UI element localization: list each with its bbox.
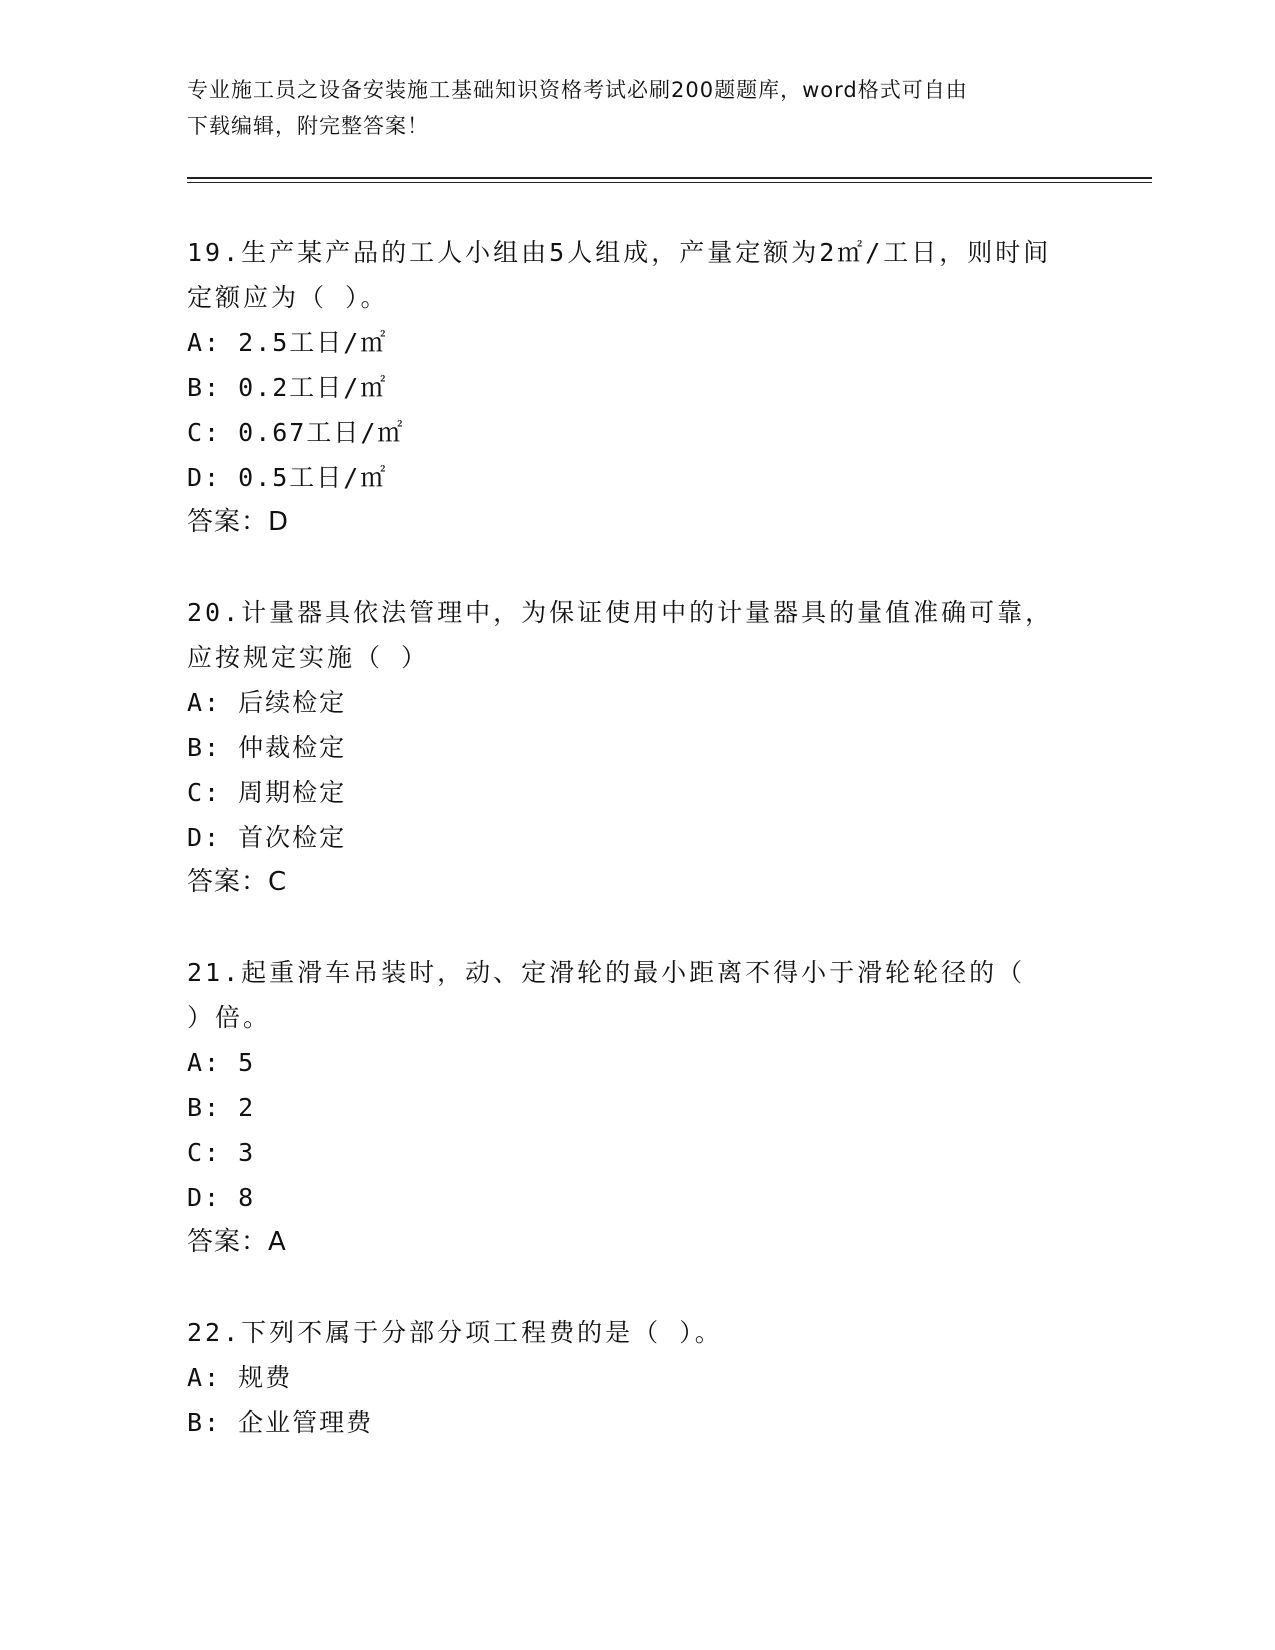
option-a: A: 规费 [187, 1363, 293, 1392]
option-a: A: 后续检定 [187, 688, 347, 717]
question-21 [187, 950, 1087, 1265]
option-a: A: 5 [187, 1048, 256, 1077]
question-text-line-2: 定额应为（ ）。 [187, 283, 389, 312]
header-rule-thick [187, 177, 1152, 179]
question-text-line-1: 22.下列不属于分部分项工程费的是（ ）。 [187, 1318, 723, 1347]
question-text-line-1: 19.生产某产品的工人小组由5人组成，产量定额为2㎡/工日，则时间 [187, 238, 1052, 267]
answer: 答案：A [187, 1227, 287, 1257]
question-22 [187, 1310, 1087, 1445]
question-text-line-2: ）倍。 [187, 1003, 272, 1032]
question-text-line-2: 应按规定实施（ ） [187, 643, 430, 672]
option-d: D: 0.5工日/㎡ [187, 463, 388, 492]
option-b: B: 2 [187, 1093, 256, 1122]
option-d: D: 8 [187, 1183, 256, 1212]
option-b: B: 仲裁检定 [187, 733, 347, 762]
question-19 [187, 230, 1087, 545]
option-c: C: 周期检定 [187, 778, 347, 807]
option-b: B: 企业管理费 [187, 1408, 374, 1437]
header-line-2: 下载编辑，附完整答案！ [187, 114, 429, 138]
header-rule-thin [187, 182, 1152, 183]
option-d: D: 首次检定 [187, 823, 347, 852]
option-a: A: 2.5工日/㎡ [187, 328, 388, 357]
answer: 答案：D [187, 507, 290, 537]
option-b: B: 0.2工日/㎡ [187, 373, 388, 402]
option-c: C: 0.67工日/㎡ [187, 418, 405, 447]
answer: 答案：C [187, 867, 288, 897]
question-text-line-1: 20.计量器具依法管理中，为保证使用中的计量器具的量值准确可靠， [187, 598, 1054, 627]
header-line-1: 专业施工员之设备安装施工基础知识资格考试必刷200题题库，word格式可自由 [187, 78, 968, 102]
question-text-line-1: 21.起重滑车吊装时，动、定滑轮的最小距离不得小于滑轮轮径的（ [187, 958, 1026, 987]
question-20 [187, 590, 1087, 905]
document-header [187, 72, 1077, 144]
option-c: C: 3 [187, 1138, 256, 1167]
